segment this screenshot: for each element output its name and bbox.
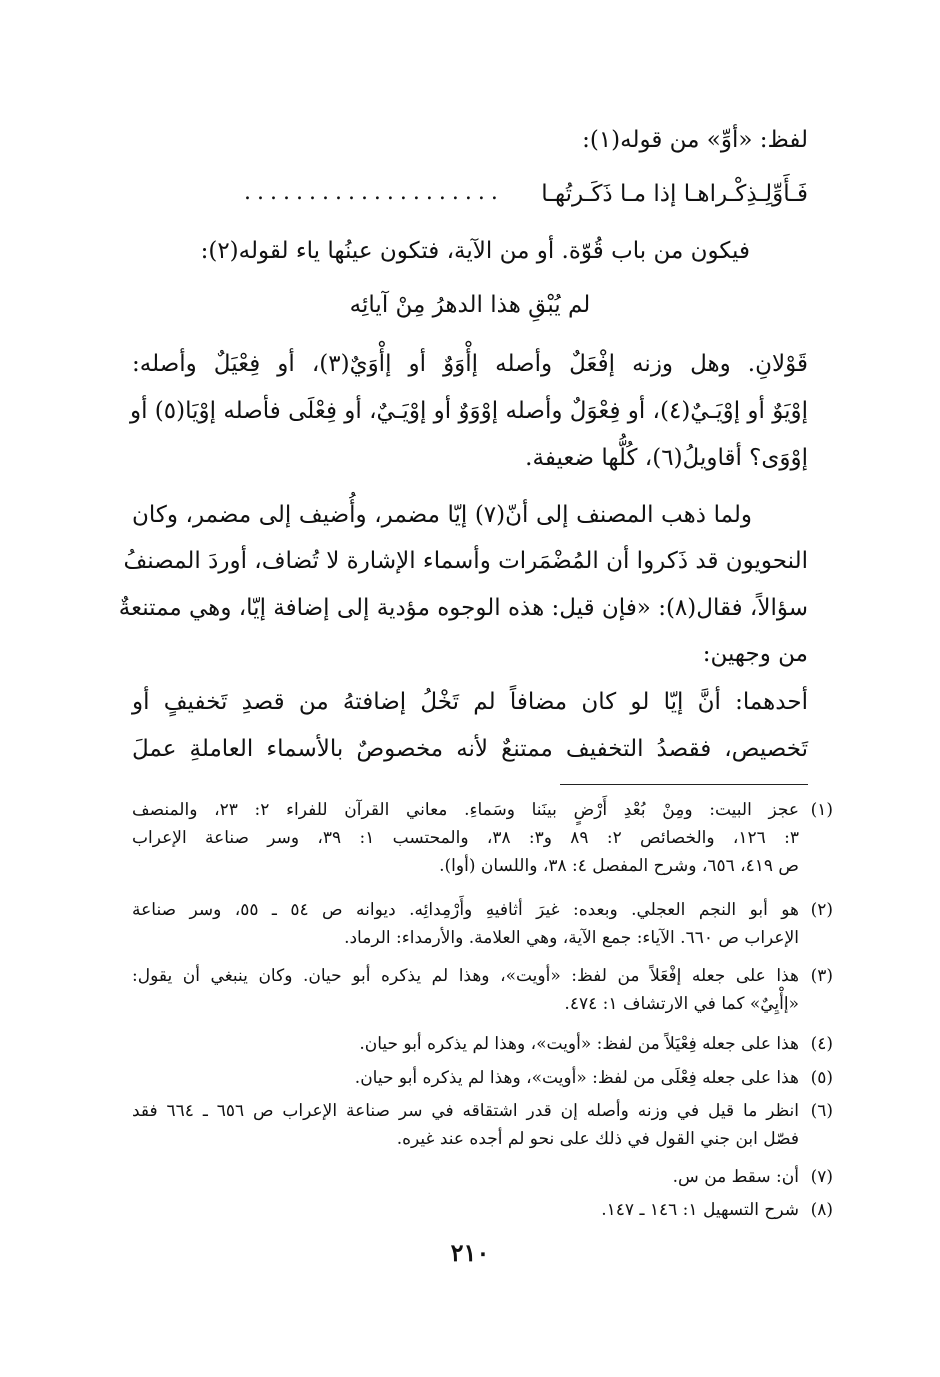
verse-line: فَـأَوِّلِـذِكْـراهـا إذا مـا ذَكَـرتُهـا: [541, 181, 808, 207]
footnote-line: الإعراب ص ٦٦٠. الآياء: جمع الآية، وهي العلامة. والأرمداء: الرماد.: [344, 928, 799, 948]
footnote-number: (٤): [810, 1034, 833, 1054]
footnote-separator: [560, 784, 808, 785]
text-line: فيكون من باب قُوّة. أو من الآية، فتكون عينُها ياء لقوله(٢):: [200, 238, 750, 264]
paragraph-line: أحدهما: أنَّ إيّا لو كان مضافاً لم تَخْلُ إضافتهُ من قصدِ تَخفيفٍ أو: [132, 689, 808, 715]
paragraph-line: تَخصيص، فقصدُ التخفيف ممتنعٌ لأنه مخصوصٌ بالأسماء العاملةِ عملَ: [132, 736, 808, 762]
footnote-line: انظر ما قيل في وزنه وأصله إن قدر اشتقاقه في سر صناعة الإعراب ص ٦٥٦ ـ ٦٦٤ فقد: [132, 1101, 799, 1121]
paragraph-line: النحويون قد ذَكروا أن المُضْمَرات وأسماء الإشارة لا تُضاف، أوردَ المصنفُ: [123, 548, 808, 574]
paragraph-line: سؤالاً، فقال(٨): «فإن قيل: هذه الوجوه مؤدية إلى إضافة إيّا، وهي ممتنعةٌ: [118, 595, 808, 621]
footnote-number: (٥): [810, 1068, 833, 1088]
verse-line: لم يُبْقِ هذا الدهرُ مِنْ آيائِه: [349, 292, 591, 318]
footnote-number: (٦): [810, 1101, 833, 1121]
page-number: ٢١٠: [450, 1238, 490, 1267]
footnote-number: (٢): [810, 900, 833, 920]
paragraph-line: إوْوَى؟ أقاويلُ(٦)، كُلُّها ضعيفة.: [525, 445, 808, 471]
footnote-line: هو أبو النجم العجلي. وبعده: غيرَ أثافيهِ وأَرْمِدائِه. ديوانه ص ٥٤ ـ ٥٥، وسر صناعة: [132, 900, 799, 920]
footnote-line: عجز البيت: ومِنْ بُعْدِ أَرْضٍ بينَنا وسَماءِ. معاني القرآن للفراء ٢: ٢٣، والمنصف: [132, 800, 799, 820]
text-line: لفظ: «أوِّ» من قوله(١):: [582, 127, 808, 153]
paragraph-line: إوْيَوٌ أو إوْيَـيٌ(٤)، أو فِعْوَلٌ وأصله إوْوَوٌ أو إوْيَـيٌ، أو فِعْلَى فأصله إوْيَا(٥) أو: [129, 398, 808, 424]
footnote-line: هذا على جعله فِعْيَلاً من لفظ: «أويت»، وهذا لم يذكره أبو حيان.: [359, 1034, 799, 1054]
footnote-line: ٣: ١٢٦، والخصائص ٢: ٨٩ و٣: ٣٨، والمحتسب ١: ٣٩، وسر صناعة الإعراب: [132, 828, 799, 848]
verse-ellipsis: ....................: [244, 180, 504, 205]
footnote-number: (١): [810, 800, 833, 820]
footnote-line: «إأْيِيٌ» كما في الارتشاف ١: ٤٧٤.: [564, 994, 799, 1014]
footnote-line: ص ٤١٩، ٦٥٦، وشرح المفصل ٤: ٣٨، واللسان (أوا).: [439, 856, 799, 876]
footnote-number: (٧): [810, 1167, 833, 1187]
footnote-number: (٨): [810, 1200, 833, 1220]
paragraph-line: قَوْلانِ. وهل وزنه إفْعَلٌ وأصله إأْوَوٌ أو إأْوَيٌ(٣)، أو فِعْيَلٌ وأصله:: [132, 351, 808, 377]
footnote-line: فصّل ابن جني القول في ذلك على نحو لم أجده عند غيره.: [396, 1129, 799, 1149]
footnote-line: هذا على جعله إفْعَلاً من لفظ: «أويت»، وهذا لم يذكره أبو حيان. وكان ينبغي أن يقول:: [132, 966, 799, 986]
footnote-number: (٣): [810, 966, 833, 986]
footnote-line: هذا على جعله فِعْلَى من لفظ: «أويت»، وهذا لم يذكره أبو حيان.: [354, 1068, 799, 1088]
footnote-line: أن: سقط من س.: [672, 1167, 799, 1187]
paragraph-line: ولما ذهب المصنف إلى أنّ(٧) إيّا مضمر، وأُضيف إلى مضمر، وكان: [132, 502, 752, 528]
footnote-line: شرح التسهيل ١: ١٤٦ ـ ١٤٧.: [601, 1200, 799, 1220]
paragraph-line: من وجهين:: [702, 641, 808, 667]
